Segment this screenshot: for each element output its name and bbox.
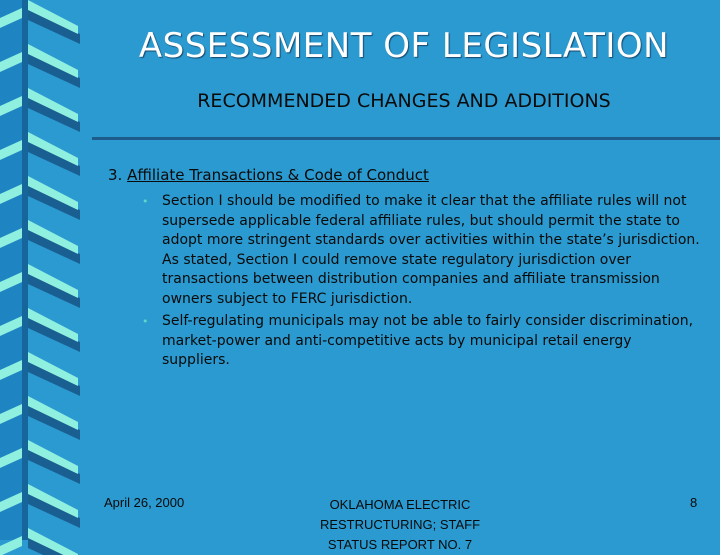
bullet-marker: • (142, 195, 149, 208)
bullet-text: Section I should be modified to make it clear that the affiliate rules will not supersede applicable federal affiliate rules, but should permit the state to adopt more stringent standards over activities within the state’s jurisdiction. As stated, Section I could remove state regulatory jurisdiction over transactions between distribution companies and affiliate transmission owners subject to FERC jurisdiction. (162, 193, 700, 307)
bullet-list (140, 192, 702, 374)
title-block (0, 0, 720, 140)
bullet-item (140, 312, 702, 371)
footer-date: April 26, 2000 (104, 495, 185, 510)
bullet-item (140, 192, 702, 309)
slide-title: ASSESSMENT OF LEGISLATION (138, 26, 670, 66)
slide-subtitle: RECOMMENDED CHANGES AND ADDITIONS (197, 90, 611, 112)
footer-org-line: STATUS REPORT NO. 7 (327, 537, 473, 552)
bullet-marker: • (142, 315, 149, 328)
header-divider (92, 137, 720, 140)
footer-org-line: RESTRUCTURING; STAFF (319, 517, 481, 532)
footer-organization (300, 495, 500, 555)
page-number: 8 (690, 495, 698, 510)
section-heading-text: Affiliate Transactions & Code of Conduct (127, 166, 429, 184)
bullet-text: Self-regulating municipals may not be able to fairly consider discrimination, market-power and anti-competitive acts by municipal retail energy suppliers. (162, 313, 694, 368)
section-heading (108, 166, 429, 184)
section-number: 3. (108, 166, 123, 184)
footer-org-line: OKLAHOMA ELECTRIC (329, 497, 471, 512)
